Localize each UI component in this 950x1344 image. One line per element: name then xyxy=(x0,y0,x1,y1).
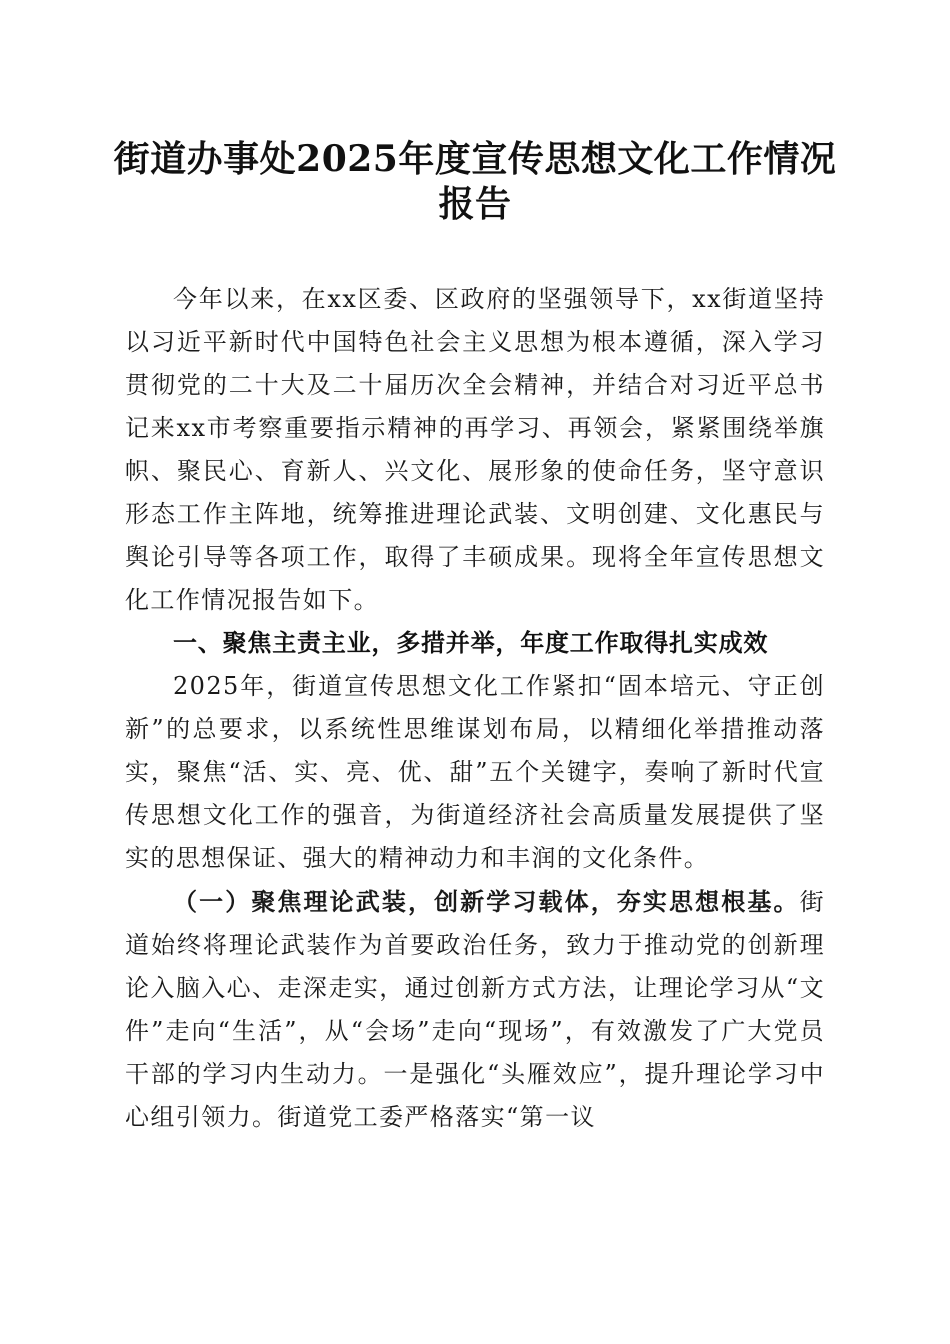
section-heading-1: 一、聚焦主责主业，多措并举，年度工作取得扎实成效 xyxy=(173,629,769,657)
intro-paragraph: 今年以来，在xx区委、区政府的坚强领导下，xx街道坚持以习近平新时代中国特色社会主义思想为根本遵循，深入学习贯彻党的二十大及二十届历次全会精神，并结合对习近平总书记来xx市考察重要指示精神的再学习、再领会，紧紧围绕举旗帜、聚民心、育新人、兴文化、展形象的使命任务，坚守意识形态工作主阵地，统筹推进理论武装、文明创建、文化惠民与舆论引导等各项工作，取得了丰硕成果。现将全年宣传思想文化工作情况报告如下。 xyxy=(125,285,825,614)
section-1-paragraph: 2025年，街道宣传思想文化工作紧扣“固本培元、守正创新”的总要求，以系统性思维谋划布局，以精细化举措推动落实，聚焦“活、实、亮、优、甜”五个关键字，奏响了新时代宣传思想文化工作的强音，为街道经济社会高质量发展提供了坚实的思想保证、强大的精神动力和丰润的文化条件。 xyxy=(125,672,825,872)
subsection-1-heading: （一）聚焦理论武装，创新学习载体，夯实思想根基。 xyxy=(173,887,800,916)
subsection-1-paragraph xyxy=(125,880,825,1139)
subsection-1-text: 街道始终将理论武装作为首要政治任务，致力于推动党的创新理论入脑入心、走深走实，通过创新方式方法，让理论学习从“文件”走向“生活”，从“会场”走向“现场”，有效激发了广大党员干部的学习内生动力。一是强化“头雁效应”，提升理论学习中心组引领力。街道党工委严格落实“第一议 xyxy=(125,888,825,1131)
document-title-line-2: 报告 xyxy=(438,183,512,225)
document-body xyxy=(125,278,825,1139)
document-title-line-1: 街道办事处2025年度宣传思想文化工作情况 xyxy=(113,138,837,180)
